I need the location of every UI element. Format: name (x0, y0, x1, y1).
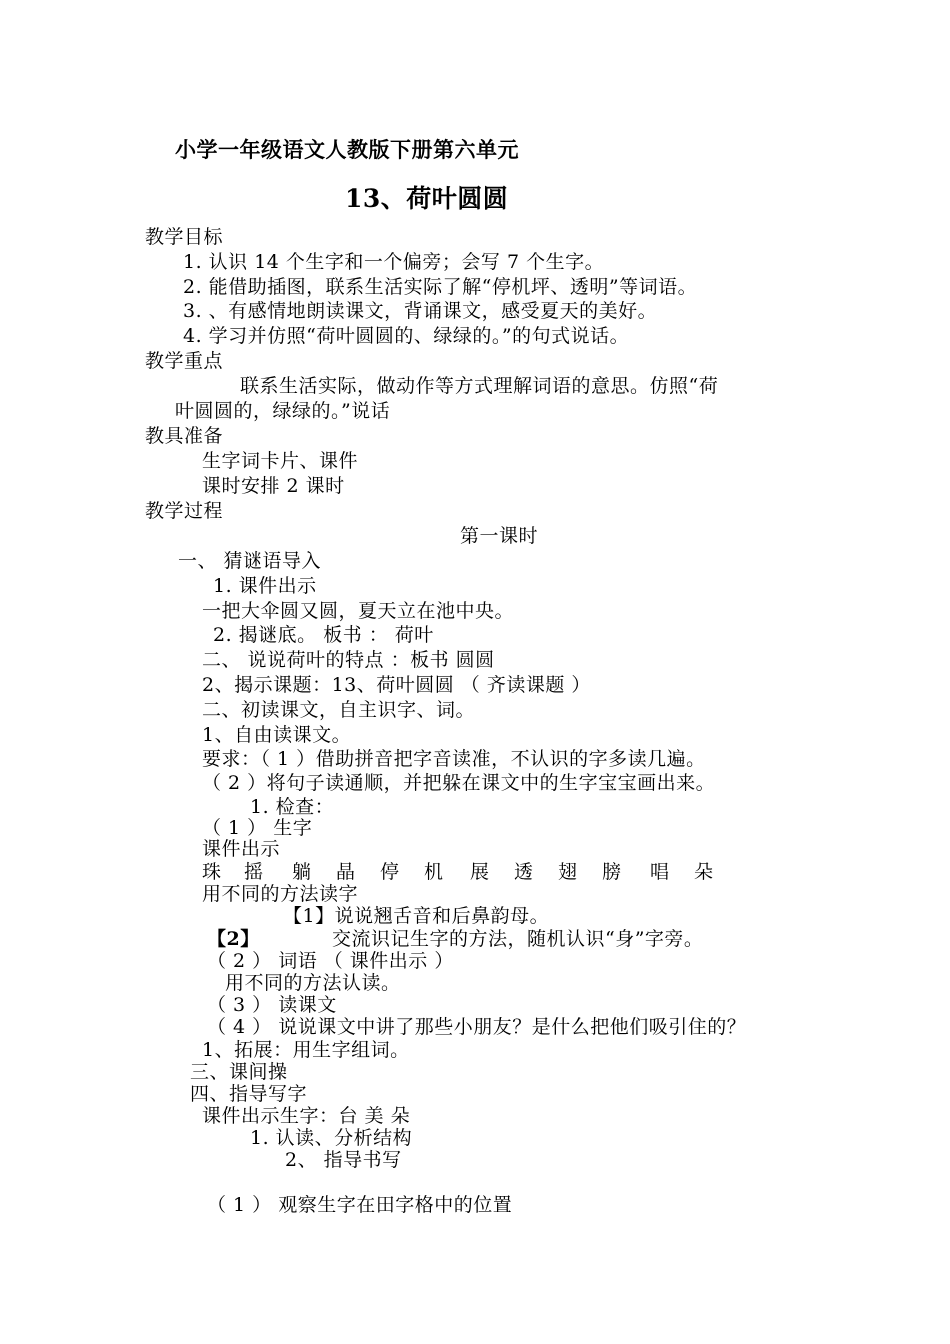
body-text: （ 3 ） 读课文 (207, 994, 337, 1016)
character: 展 (470, 861, 490, 883)
body-text: 2、揭示课题：13、荷叶圆圆 （ 齐读课题 ） (202, 674, 591, 696)
body-text: 2. 揭谜底。 板书 ： 荷叶 (213, 624, 434, 646)
doc-title: 小学一年级语文人教版下册第六单元 (175, 137, 519, 162)
body-text: 一把大伞圆又圆，夏天立在池中央。 (202, 600, 515, 622)
body-text: 1. 检查： (250, 796, 335, 818)
body-text: 生字词卡片、课件 (202, 450, 359, 472)
character: 透 (514, 861, 534, 883)
body-text: 二、 说说荷叶的特点 ：板书 圆圆 (202, 649, 495, 671)
body-text: 要求：（ 1 ）借助拼音把字音读准，不认识的字多读几遍。 (202, 748, 706, 770)
body-text: 一、 猜谜语导入 (178, 550, 322, 572)
section-heading: 教学过程 (145, 500, 224, 522)
character: 机 (424, 861, 444, 883)
body-text: （ 2 ） 词语 （ 课件出示 ） (207, 950, 454, 972)
section-heading: 教学目标 (145, 226, 224, 248)
character-list (202, 860, 742, 884)
body-text: 课件出示生字：台 美 朵 (202, 1105, 411, 1127)
character: 膀 (602, 861, 622, 883)
character: 躺 (292, 861, 312, 883)
body-text: 1、自由读课文。 (202, 724, 352, 746)
list-marker: 【2】 (207, 928, 260, 950)
character: 翅 (558, 861, 578, 883)
body-text: 四、指导写字 (190, 1083, 308, 1105)
body-text: 课件出示 (202, 838, 281, 860)
body-text: 交流识记生字的方法，随机认识“身”字旁。 (332, 928, 704, 950)
body-text: （ 1 ） 生字 (202, 817, 313, 839)
objective-item: 4. 学习并仿照“荷叶圆圆的、绿绿的。”的句式说话。 (183, 325, 630, 347)
lesson-period-heading: 第一课时 (460, 525, 539, 547)
body-text: （ 2 ）将句子读通顺，并把躲在课文中的生字宝宝画出来。 (202, 772, 716, 794)
body-text: 课时安排 2 课时 (202, 475, 345, 497)
section-heading: 教学重点 (145, 350, 224, 372)
body-text: 1. 认读、分析结构 (250, 1127, 413, 1149)
body-text: 叶圆圆的，绿绿的。”说话 (175, 400, 391, 422)
body-text: 【1】说说翘舌音和后鼻韵母。 (283, 905, 550, 927)
character: 摇 (244, 861, 264, 883)
body-text: 用不同的方法认读。 (225, 972, 401, 994)
body-text: （ 4 ） 说说课文中讲了那些小朋友？是什么把他们吸引住的？ (207, 1016, 747, 1038)
body-text: 2、 指导书写 (285, 1149, 402, 1171)
body-text: （ 1 ） 观察生字在田字格中的位置 (207, 1194, 513, 1216)
body-text: 1. 课件出示 (213, 575, 317, 597)
character: 晶 (336, 861, 356, 883)
character: 停 (380, 861, 400, 883)
body-text: 1、拓展：用生字组词。 (202, 1039, 410, 1061)
body-text: 用不同的方法读字 (202, 883, 359, 905)
section-heading: 教具准备 (145, 425, 224, 447)
body-text: 联系生活实际，做动作等方式理解词语的意思。仿照“荷 (240, 375, 719, 397)
character: 珠 (202, 861, 222, 883)
objective-item: 1. 认识 14 个生字和一个偏旁；会写 7 个生字。 (183, 251, 605, 273)
character: 唱 (650, 861, 670, 883)
lesson-title: 13、荷叶圆圆 (345, 184, 509, 213)
objective-item: 3. 、有感情地朗读课文，背诵课文，感受夏天的美好。 (183, 300, 658, 322)
character: 朵 (694, 861, 714, 883)
objective-item: 2. 能借助插图，联系生活实际了解“停机坪、透明”等词语。 (183, 276, 698, 298)
body-text: 三、课间操 (190, 1061, 288, 1083)
body-text: 二、初读课文，自主识字、词。 (202, 699, 476, 721)
